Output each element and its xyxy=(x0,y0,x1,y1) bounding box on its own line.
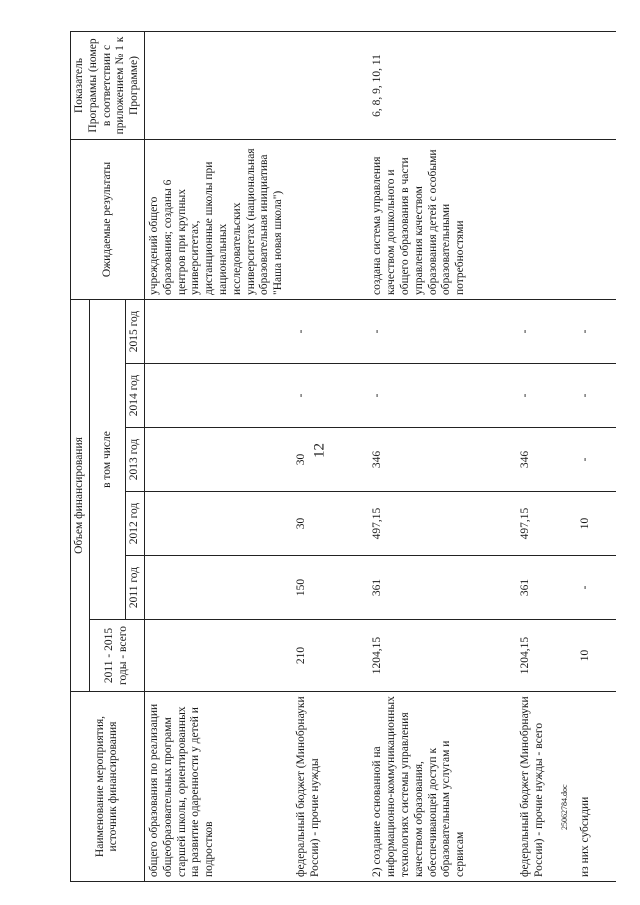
cell-expected-result xyxy=(292,140,368,300)
cell-2012: 30 xyxy=(292,492,368,556)
cell-2011: 361 xyxy=(516,556,576,620)
cell-expected-result: учреждений общего образования; созданы 6 центров при крупных университетах, дистанционные школы при национальных исследовательских университетах (национальная образовательная инициатива "Наша новая школа") xyxy=(144,140,292,300)
cell-indicator xyxy=(576,32,616,140)
cell-2014: - xyxy=(576,364,616,428)
cell-2013: 346 xyxy=(516,428,576,492)
cell-2012: 10 xyxy=(576,492,616,556)
header-expected-results: Ожидаемые результаты xyxy=(71,140,145,300)
cell-2011 xyxy=(144,556,292,620)
page-number: 12 xyxy=(311,443,328,458)
header-indicator: Показатель Программы (номер в соответствии с приложением № 1 к Программе) xyxy=(71,32,145,140)
header-in-that-number: в том числе xyxy=(89,300,125,620)
financing-table xyxy=(70,31,616,882)
header-total: 2011 - 2015 годы - всего xyxy=(89,620,144,692)
table-row xyxy=(292,32,368,882)
cell-2011: - xyxy=(576,556,616,620)
cell-2014 xyxy=(144,364,292,428)
cell-2015: - xyxy=(292,300,368,364)
row-name: федеральный бюджет (Минобрнауки России) - прочие нужды - всего xyxy=(516,692,576,882)
cell-expected-result xyxy=(576,140,616,300)
header-funding-volume: Объем финансирования xyxy=(71,300,90,692)
row-name: общего образования по реализации общеобразовательных программ старшей школы, ориентированных на развитие одаренности у детей и подростков xyxy=(144,692,292,882)
table-row xyxy=(576,32,616,882)
header-year-2013: 2013 год xyxy=(126,428,145,492)
cell-2015: - xyxy=(576,300,616,364)
cell-2013 xyxy=(144,428,292,492)
header-year-2014: 2014 год xyxy=(126,364,145,428)
header-year-2012: 2012 год xyxy=(126,492,145,556)
cell-2013: 346 xyxy=(368,428,516,492)
cell-2012 xyxy=(144,492,292,556)
cell-indicator xyxy=(516,32,576,140)
row-name: из них субсидии xyxy=(576,692,616,882)
header-year-2015: 2015 год xyxy=(126,300,145,364)
cell-2012: 497,15 xyxy=(516,492,576,556)
cell-2014: - xyxy=(516,364,576,428)
cell-indicator xyxy=(144,32,292,140)
cell-total xyxy=(144,620,292,692)
cell-total: 10 xyxy=(576,620,616,692)
cell-2013: 30 xyxy=(292,428,368,492)
cell-expected-result: создана система управления качеством дошкольного и общего образования в части управления качеством образования детей с особыми образовательными потребностями xyxy=(368,140,516,300)
cell-total: 210 xyxy=(292,620,368,692)
document-code: 25062784.doc xyxy=(560,784,569,830)
cell-2014: - xyxy=(368,364,516,428)
header-year-2011: 2011 год xyxy=(126,556,145,620)
table-row xyxy=(516,32,576,882)
cell-2015: - xyxy=(368,300,516,364)
cell-total: 1204,15 xyxy=(516,620,576,692)
cell-2012: 497,15 xyxy=(368,492,516,556)
cell-indicator xyxy=(292,32,368,140)
cell-2014: - xyxy=(292,364,368,428)
cell-indicator: 6, 8, 9, 10, 11 xyxy=(368,32,516,140)
table-row xyxy=(144,32,292,882)
header-name: Наименование мероприятия, источник финансирования xyxy=(71,692,145,882)
cell-2015 xyxy=(144,300,292,364)
cell-expected-result xyxy=(516,140,576,300)
cell-2013: - xyxy=(576,428,616,492)
rotated-table-container xyxy=(70,32,615,882)
table-row xyxy=(368,32,516,882)
row-name: федеральный бюджет (Минобрнауки России) - прочие нужды xyxy=(292,692,368,882)
cell-2015: - xyxy=(516,300,576,364)
cell-2011: 150 xyxy=(292,556,368,620)
cell-total: 1204,15 xyxy=(368,620,516,692)
cell-2011: 361 xyxy=(368,556,516,620)
row-name: 2) создание основанной на информационно-коммуникационных технологиях системы управления качеством образования, обеспечивающей доступ к образовательным услугам и сервисам xyxy=(368,692,516,882)
